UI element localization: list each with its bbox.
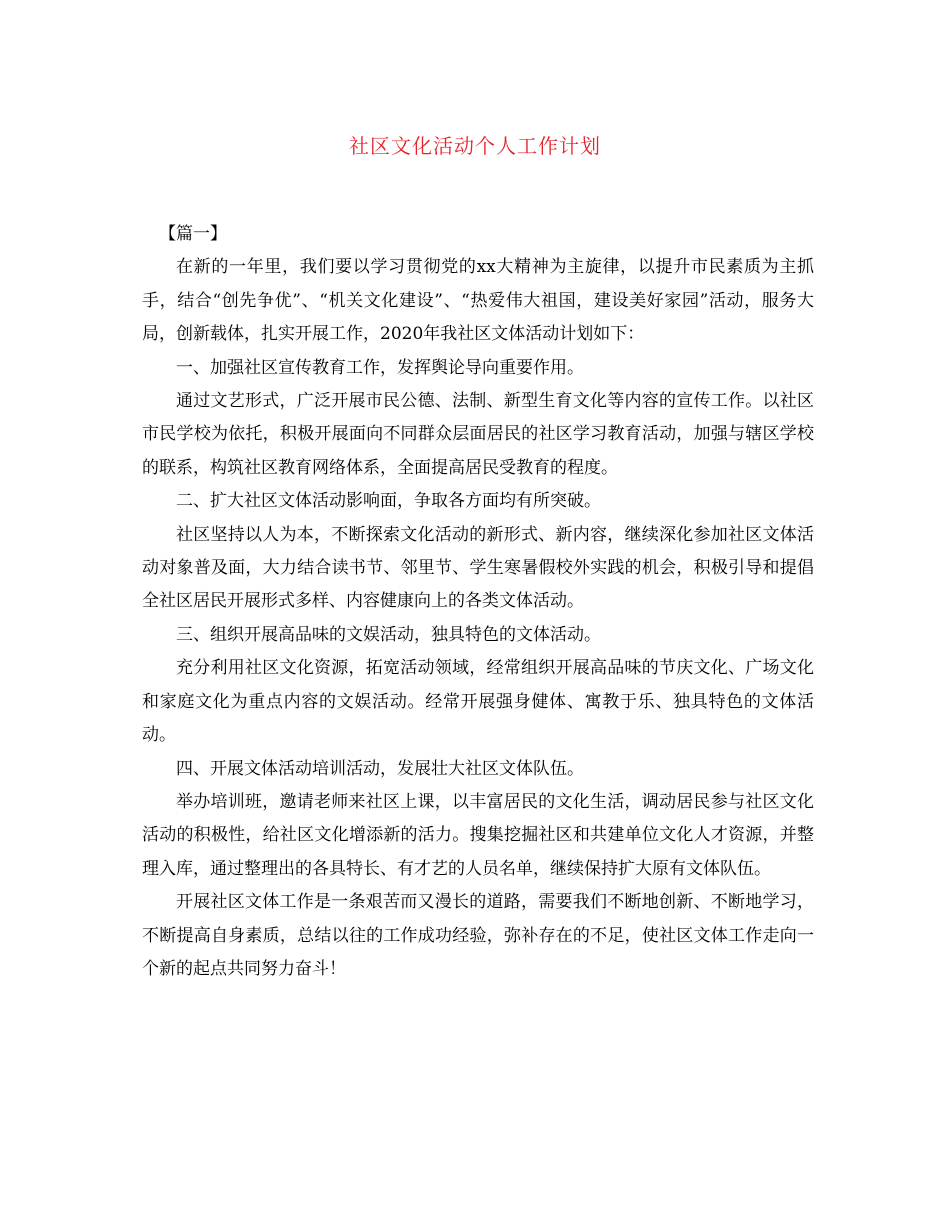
paragraph-1: 通过文艺形式，广泛开展市民公德、法制、新型生育文化等内容的宣传工作。以社区市民学校为依托，积极开展面向不同群众层面居民的社区学习教育活动，加强与辖区学校的联系，构筑社区教育网络体系，全面提高居民受教育的程度。 — [142, 391, 814, 478]
paragraph-intro: 在新的一年里，我们要以学习贯彻党的xx大精神为主旋律，以提升市民素质为主抓手，结合“创先争优”、“机关文化建设”、“热爱伟大祖国，建设美好家园”活动，服务大局，创新载体，扎实开展工作，2020年我社区文体活动计划如下： — [142, 257, 814, 345]
heading-3: 三、组织开展高品味的文娱活动，独具特色的文体活动。 — [176, 624, 601, 645]
heading-2: 二、扩大社区文体活动影响面，争取各方面均有所突破。 — [176, 491, 601, 512]
document-body — [142, 218, 814, 986]
document-title: 社区文化活动个人工作计划 — [349, 134, 601, 158]
heading-1: 一、加强社区宣传教育工作，发挥舆论导向重要作用。 — [176, 357, 584, 378]
paragraph-3: 充分利用社区文化资源，拓宽活动领域，经常组织开展高品味的节庆文化、广场文化和家庭文化为重点内容的文娱活动。经常开展强身健体、寓教于乐、独具特色的文体活动。 — [142, 658, 814, 746]
paragraph-2: 社区坚持以人为本，不断探索文化活动的新形式、新内容，继续深化参加社区文体活动对象普及面，大力结合读书节、邻里节、学生寒暑假校外实践的机会，积极引导和提倡全社区居民开展形式多样、内容健康向上的各类文体活动。 — [142, 524, 814, 612]
section-label: 【篇一】 — [159, 224, 227, 244]
paragraph-conclusion: 开展社区文体工作是一条艰苦而又漫长的道路，需要我们不断地创新、不断地学习，不断提高自身素质，总结以往的工作成功经验，弥补存在的不足，使社区文体工作走向一个新的起点共同努力奋斗！ — [142, 892, 814, 979]
heading-4: 四、开展文体活动培训活动，发展壮大社区文体队伍。 — [176, 758, 584, 779]
paragraph-4: 举办培训班，邀请老师来社区上课，以丰富居民的文化生活，调动居民参与社区文化活动的积极性，给社区文化增添新的活力。搜集挖掘社区和共建单位文化人才资源，并整理入库，通过整理出的各具特长、有才艺的人员名单，继续保持扩大原有文体队伍。 — [142, 791, 814, 879]
